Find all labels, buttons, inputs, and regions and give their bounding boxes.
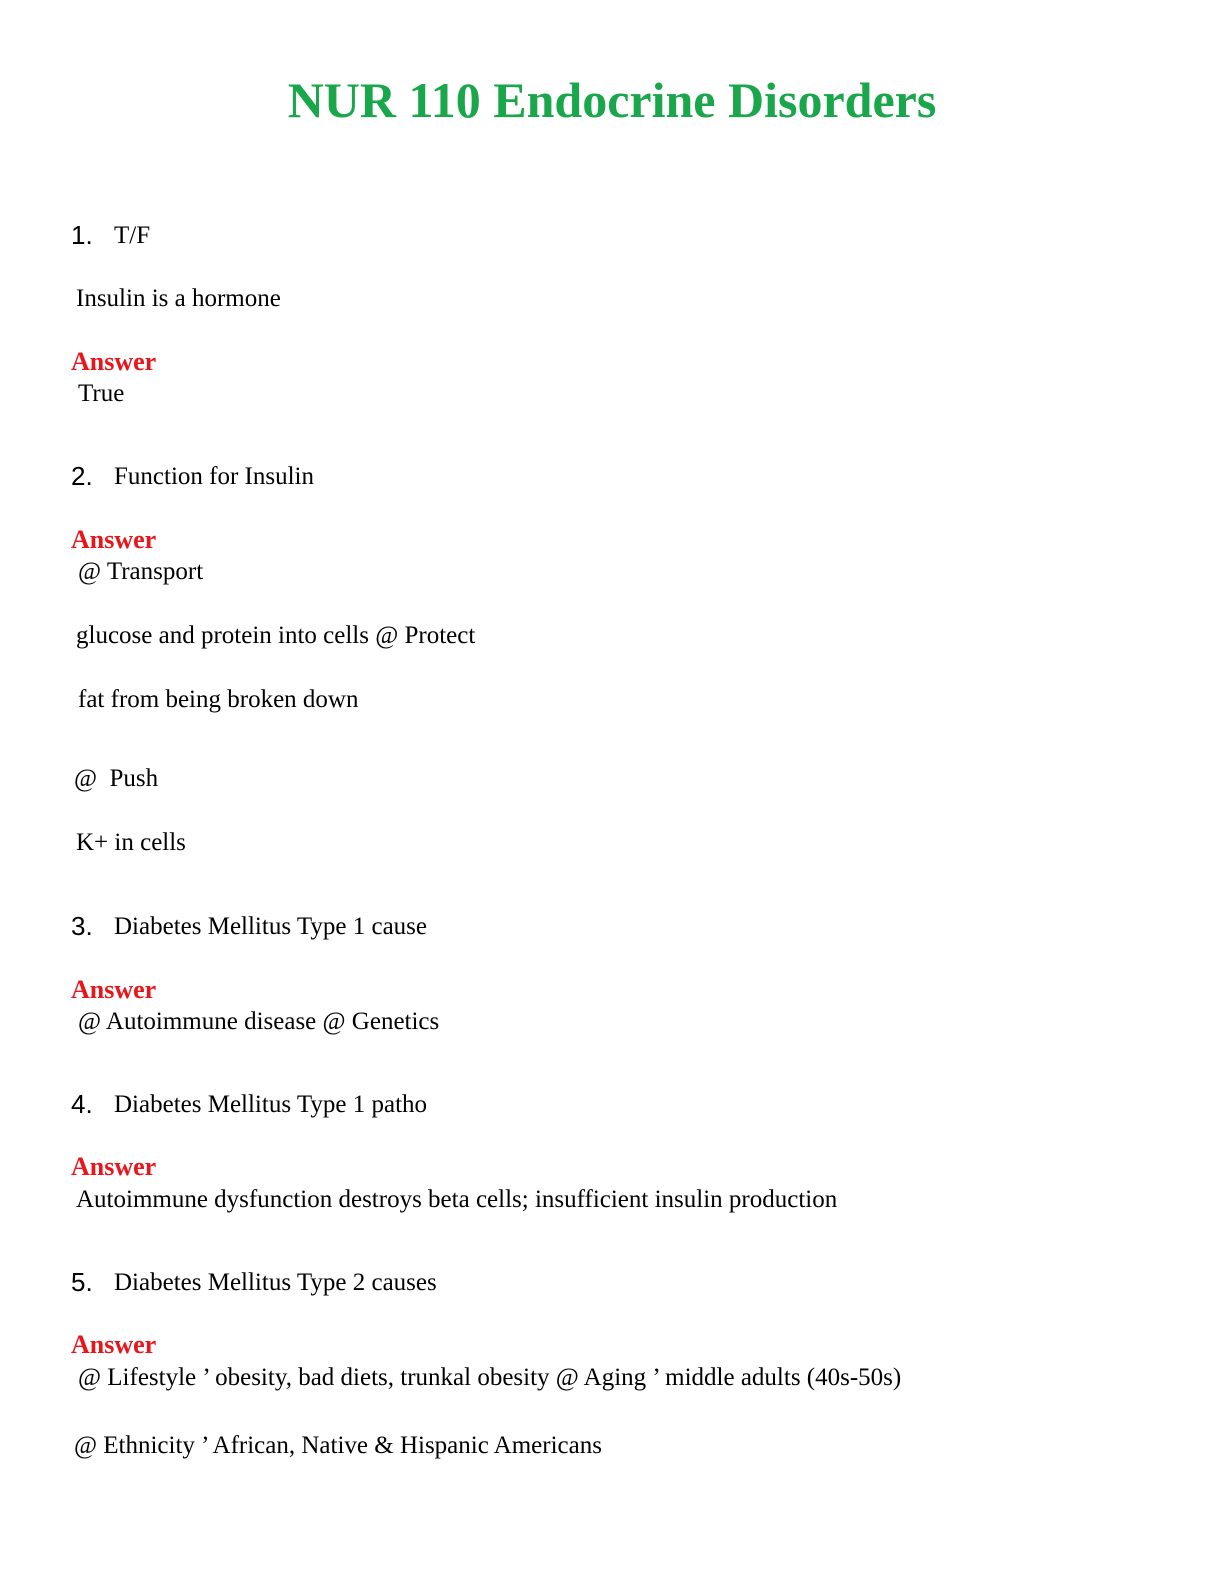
question-3-number: 3.	[71, 911, 93, 941]
question-2-text: Function for Insulin	[114, 463, 314, 490]
question-1-answer-label: Answer	[71, 347, 157, 376]
question-2-number: 2.	[71, 461, 93, 491]
question-2-answer-line-5: K+ in cells	[76, 829, 186, 856]
question-5-text: Diabetes Mellitus Type 2 causes	[114, 1269, 437, 1296]
question-5-answer-line-2: @ Ethnicity ’ African, Native & Hispanic Americans	[74, 1432, 602, 1459]
question-5-answer-label: Answer	[71, 1330, 157, 1359]
question-5-number: 5.	[71, 1267, 93, 1297]
question-1-text: T/F	[114, 222, 151, 249]
question-2-answer-label: Answer	[71, 525, 157, 554]
question-1-answer-line-1: True	[78, 380, 125, 407]
question-2-answer-line-1: @ Transport	[78, 558, 204, 585]
question-3-answer-line-1: @ Autoimmune disease @ Genetics	[78, 1008, 440, 1035]
question-2-answer-line-2: glucose and protein into cells @ Protect	[76, 622, 476, 649]
question-1-number: 1.	[71, 220, 93, 250]
question-4-text: Diabetes Mellitus Type 1 patho	[114, 1091, 428, 1118]
question-4-number: 4.	[71, 1089, 93, 1119]
page-title: NUR 110 Endocrine Disorders	[287, 72, 937, 128]
question-5-answer-line-1: @ Lifestyle ’ obesity, bad diets, trunkal obesity @ Aging ’ middle adults (40s-50s)	[78, 1364, 902, 1391]
question-2-answer-line-4: @ Push	[74, 765, 159, 792]
question-1-statement: Insulin is a hormone	[76, 285, 281, 312]
question-3-text: Diabetes Mellitus Type 1 cause	[114, 913, 427, 940]
question-4-answer-line-1: Autoimmune dysfunction destroys beta cells; insufficient insulin production	[76, 1186, 838, 1213]
question-2-answer-line-3: fat from being broken down	[78, 686, 359, 713]
question-4-answer-label: Answer	[71, 1152, 157, 1181]
question-3-answer-label: Answer	[71, 975, 157, 1004]
